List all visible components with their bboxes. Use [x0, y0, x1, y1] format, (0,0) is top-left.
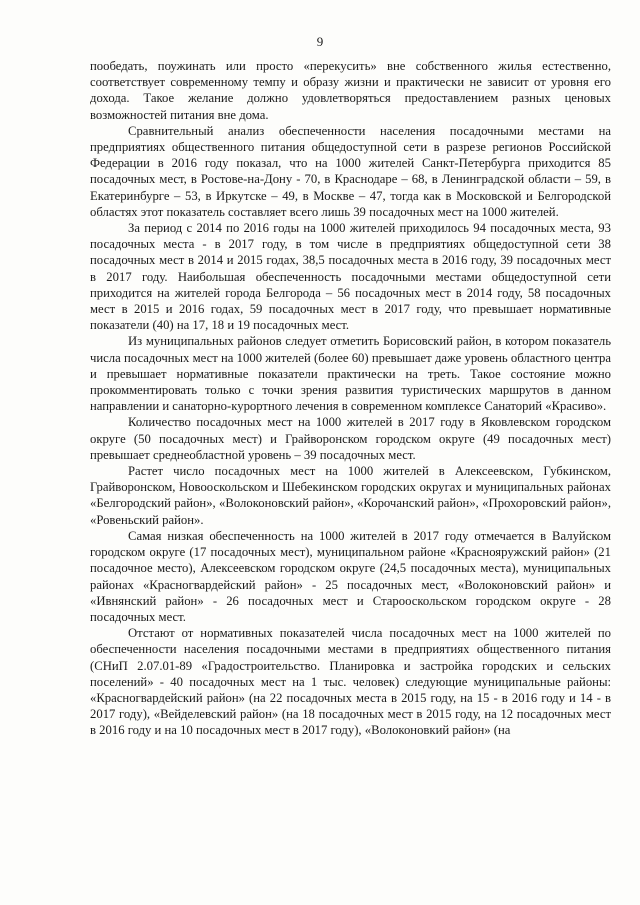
- paragraph: Сравнительный анализ обеспеченности населения посадочными местами на предприятиях общественного питания общедоступной сети в разрезе регионов Российской Федерации в 2016 году показал, что на 1000 жителей Санкт-Петербурга приходится 85 посадочных мест, в Ростове-на-Дону - 70, в Краснодаре – 68, в Ленинградской области – 59, в Екатеринбурге – 53, в Иркутске – 49, в Москве – 47, тогда как в Московской и Белгородской областях этот показатель составляет всего лишь 39 посадочных мест на 1000 жителей.: [90, 123, 611, 219]
- paragraph: Самая низкая обеспеченность на 1000 жителей в 2017 году отмечается в Валуйском городском округе (17 посадочных мест), муниципальном районе «Краснояружский район» (21 посадочное место), Алексеевском городском округе (24,5 посадочных места), муниципальных районах «Красногвардейский район» - 25 посадочных мест, «Волоконовский район» и «Ивнянский район» - 26 посадочных мест и Старооскольском городском округе - 28 посадочных мест.: [90, 528, 611, 624]
- page-number: 9: [316, 34, 324, 49]
- paragraph: Растет число посадочных мест на 1000 жителей в Алексеевском, Губкинском, Грайворонском, Новооскольском и Шебекинском городских округах и муниципальных районах «Белгородский район», «Волоконовский район», «Корочанский район», «Прохоровский район», «Ровеньский район».: [90, 464, 611, 527]
- document-body: [90, 58, 611, 739]
- paragraph: Отстают от нормативных показателей числа посадочных мест на 1000 жителей по обеспеченности населения посадочными местами в предприятиях общественного питания (СНиП 2.07.01-89 «Градостроительство. Планировка и застройка городских и сельских поселений» - 40 посадочных мест на 1 тыс. человек) следующие муниципальные районы: «Красногвардейский район» (на 22 посадочных места в 2015 году, на 15 - в 2016 году и 14 - в 2017 году), «Вейделевский район» (на 18 посадочных мест в 2015 году, на 12 посадочных мест в 2016 году и на 10 посадочных мест в 2017 году), «Волоконовкий район» (на: [90, 626, 611, 738]
- paragraph: Количество посадочных мест на 1000 жителей в 2017 году в Яковлевском городском округе (50 посадочных мест) и Грайворонском городском округе (49 посадочных мест) превышает среднеобластной уровень – 39 посадочных мест.: [90, 415, 611, 462]
- paragraph: Из муниципальных районов следует отметить Борисовский район, в котором показатель числа посадочных мест на 1000 жителей (более 60) превышает даже уровень областного центра и превышает нормативные показатели практически на треть. Такое состояние можно прокомментировать только с точки зрения развития туристических маршрутов в данном направлении и санаторно-курортного лечения в современном комплексе Санаторий «Красиво».: [90, 334, 611, 414]
- paragraph: пообедать, поужинать или просто «перекусить» вне собственного жилья естественно, соответствует современному темпу и образу жизни и практически не зависит от уровня его дохода. Такое желание должно удовлетворяться предоставлением разных ценовых возможностей питания вне дома.: [90, 59, 611, 122]
- paragraph: За период с 2014 по 2016 годы на 1000 жителей приходилось 94 посадочных места, 93 посадочных места - в 2017 году, в том числе в предприятиях общедоступной сети 38 посадочных мест в 2014 и 2015 годах, 38,5 посадочных места в 2016 году, 39 посадочных мест в 2017 году. Наибольшая обеспеченность посадочными местами общедоступной сети приходится на жителей города Белгорода – 56 посадочных мест в 2014 году, 58 посадочных мест в 2015 и 2016 годах, 59 посадочных мест в 2017 году, что превышает нормативные показатели (40) на 17, 18 и 19 посадочных мест.: [90, 221, 611, 333]
